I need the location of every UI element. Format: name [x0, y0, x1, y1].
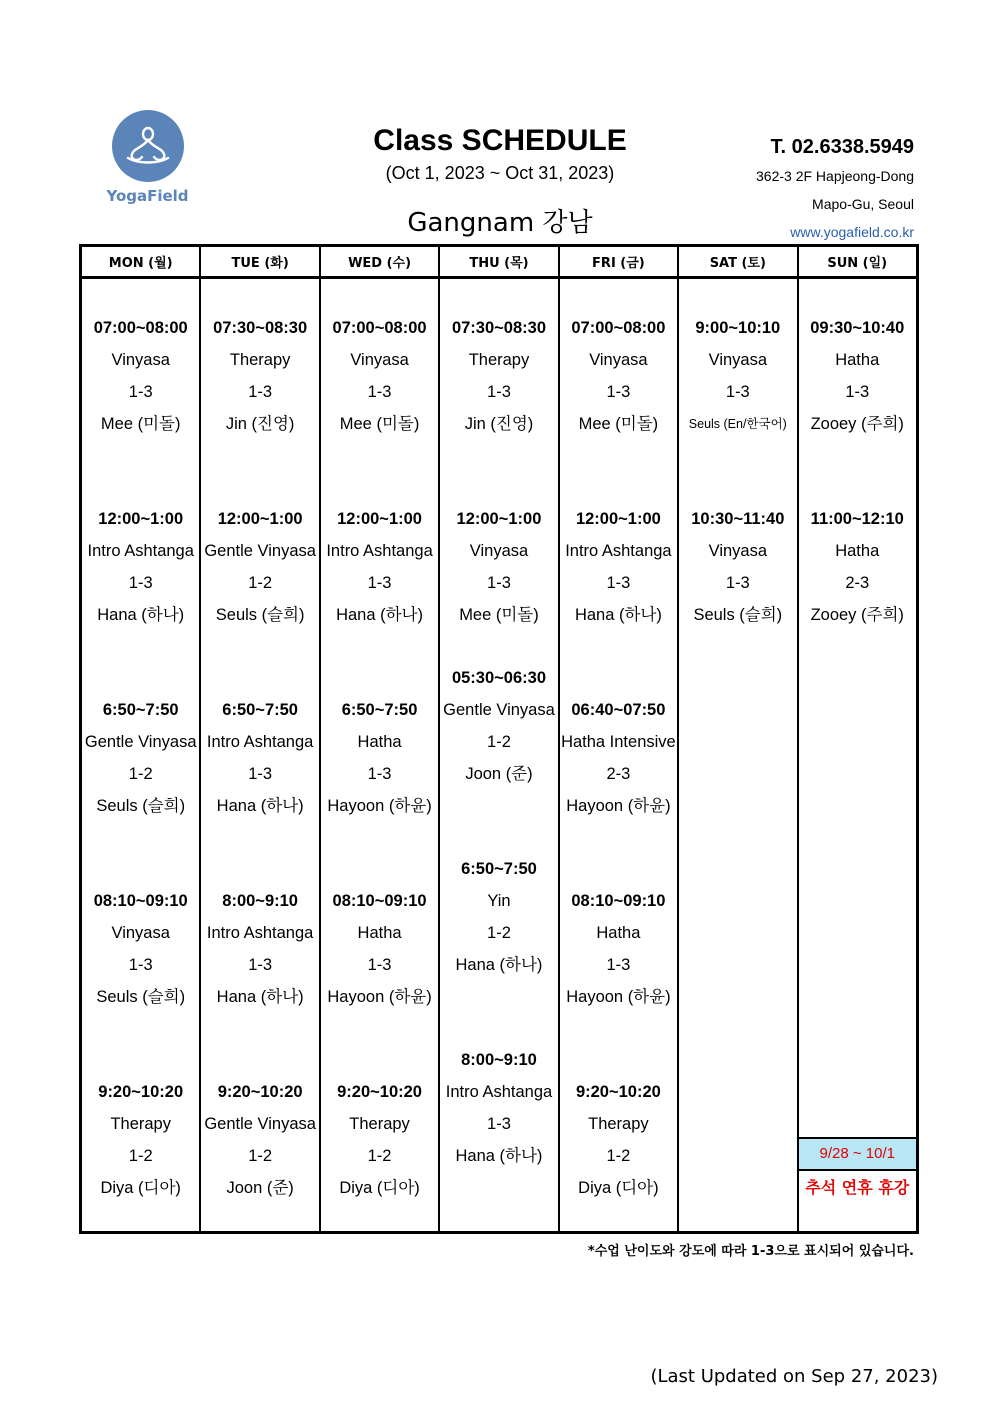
- class-name: Gentle Vinyasa: [204, 1115, 316, 1133]
- class-teacher: Seuls (슬희): [96, 988, 186, 1006]
- class-slot: [440, 853, 557, 981]
- class-slot: [201, 694, 318, 822]
- class-teacher: Seuls (슬희): [96, 797, 186, 815]
- class-name: Intro Ashtanga: [206, 733, 314, 751]
- class-level: 1-3: [367, 765, 392, 783]
- class-teacher: Mee (미돌): [578, 415, 659, 433]
- class-time: 08:10~09:10: [571, 892, 666, 910]
- class-name: Gentle Vinyasa: [204, 542, 316, 560]
- class-teacher: Hayoon (하윤): [566, 988, 671, 1006]
- class-name: Therapy: [349, 1115, 410, 1133]
- class-teacher: Diya (디아): [100, 1179, 181, 1197]
- class-time: 07:30~08:30: [451, 319, 546, 337]
- day-header: FRI (금): [560, 247, 677, 279]
- class-time: 09:30~10:40: [810, 319, 905, 337]
- class-name: Vinyasa: [708, 542, 768, 560]
- class-slot: [440, 503, 557, 631]
- class-time: 12:00~1:00: [456, 510, 542, 528]
- lotus-icon: [112, 110, 184, 182]
- class-time: 12:00~1:00: [575, 510, 661, 528]
- class-level: 1-3: [248, 956, 273, 974]
- class-slot: [82, 885, 199, 1013]
- class-teacher: Jin (진영): [225, 415, 295, 433]
- class-time: 6:50~7:50: [341, 701, 418, 719]
- class-level: 2-3: [606, 765, 631, 783]
- class-time: 9:20~10:20: [217, 1083, 303, 1101]
- class-slot: [82, 694, 199, 822]
- class-slot: [321, 503, 438, 631]
- class-name: Vinyasa: [708, 351, 768, 369]
- class-slot: [82, 1076, 199, 1204]
- class-name: Vinyasa: [111, 351, 170, 369]
- class-name: Hatha: [835, 542, 880, 560]
- class-slot: [440, 1044, 557, 1172]
- class-teacher: Hana (하나): [336, 606, 423, 624]
- class-time: 07:00~08:00: [332, 319, 427, 337]
- class-time: 07:00~08:00: [93, 319, 188, 337]
- class-name: Intro Ashtanga: [87, 542, 194, 560]
- class-teacher: Mee (미돌): [339, 415, 420, 433]
- phone-number: T. 02.6338.5949: [770, 136, 914, 158]
- class-name: Vinyasa: [350, 351, 409, 369]
- class-teacher: Hayoon (하윤): [327, 797, 432, 815]
- holiday-dates: 9/28 ~ 10/1: [799, 1137, 916, 1171]
- branch-name: Gangnam 강남: [407, 208, 593, 238]
- class-name: Vinyasa: [111, 924, 170, 942]
- logo-name: YogaField: [106, 187, 189, 205]
- class-teacher: Joon (준): [226, 1179, 294, 1197]
- class-level: 1-3: [367, 383, 392, 401]
- class-level: 1-2: [367, 1147, 392, 1165]
- day-header: TUE (화): [201, 247, 318, 279]
- class-slot: [82, 503, 199, 631]
- class-teacher: Mee (미돌): [459, 606, 539, 624]
- class-slot: [201, 885, 318, 1013]
- class-time: 6:50~7:50: [222, 701, 298, 719]
- schedule-table: [79, 244, 919, 1234]
- class-slot: [679, 503, 796, 631]
- class-slot: [560, 503, 677, 631]
- day-header: SAT (토): [679, 247, 796, 279]
- class-teacher: Hana (하나): [455, 1147, 543, 1165]
- class-name: Vinyasa: [589, 351, 648, 369]
- class-name: Intro Ashtanga: [565, 542, 672, 560]
- class-level: 1-3: [725, 383, 750, 401]
- class-name: Therapy: [229, 351, 291, 369]
- class-level: 1-3: [606, 956, 631, 974]
- class-level: 1-3: [487, 574, 511, 592]
- class-level: 1-3: [606, 383, 631, 401]
- class-teacher: Diya (디아): [339, 1179, 420, 1197]
- class-teacher: Mee (미돌): [100, 415, 181, 433]
- holiday-notice: [799, 1137, 916, 1205]
- level-footnote: *수업 난이도와 강도에 따라 1-3으로 표시되어 있습니다.: [587, 1244, 914, 1259]
- class-teacher: Hana (하나): [97, 606, 185, 624]
- class-teacher: Hayoon (하윤): [566, 797, 671, 815]
- class-level: 1-3: [725, 574, 750, 592]
- class-teacher: Diya (디아): [578, 1179, 659, 1197]
- class-time: 8:00~9:10: [222, 892, 298, 910]
- class-time: 9:00~10:10: [695, 319, 781, 337]
- class-level: 1-2: [128, 765, 153, 783]
- class-level: 1-3: [845, 383, 870, 401]
- class-time: 6:50~7:50: [461, 860, 537, 878]
- holiday-label: 추석 연휴 휴강: [805, 1178, 910, 1197]
- class-teacher: Seuls (En/한국어): [688, 417, 787, 431]
- class-slot: [679, 312, 796, 440]
- class-slot: [201, 312, 318, 440]
- class-teacher: Jin (진영): [464, 415, 534, 433]
- class-name: Therapy: [468, 351, 530, 369]
- class-name: Intro Ashtanga: [326, 542, 433, 560]
- class-time: 9:20~10:20: [575, 1083, 661, 1101]
- class-name: Gentle Vinyasa: [443, 701, 555, 719]
- class-slot: [440, 312, 557, 440]
- class-teacher: Joon (준): [465, 765, 533, 783]
- class-time: 12:00~1:00: [98, 510, 184, 528]
- class-time: 05:30~06:30: [451, 669, 546, 687]
- class-slot: [560, 694, 677, 822]
- class-level: 1-3: [248, 383, 273, 401]
- class-name: Vinyasa: [469, 542, 529, 560]
- class-time: 12:00~1:00: [217, 510, 303, 528]
- day-column: [321, 247, 440, 1231]
- page-title: Class SCHEDULE: [373, 124, 627, 157]
- class-name: Yin: [487, 892, 511, 910]
- class-teacher: Seuls (슬희): [215, 606, 305, 624]
- class-level: 1-2: [487, 733, 511, 751]
- class-teacher: Zooey (주희): [810, 606, 904, 624]
- class-level: 1-3: [487, 383, 511, 401]
- class-teacher: Hana (하나): [216, 797, 304, 815]
- class-slot: [321, 1076, 438, 1204]
- class-slot: [321, 312, 438, 440]
- class-slot: [201, 503, 318, 631]
- class-level: 1-3: [248, 765, 273, 783]
- class-slot: [799, 312, 916, 440]
- class-time: 06:40~07:50: [571, 701, 666, 719]
- day-header: THU (목): [440, 247, 557, 279]
- class-level: 1-3: [487, 1115, 511, 1133]
- class-name: Gentle Vinyasa: [84, 733, 197, 751]
- class-time: 8:00~9:10: [461, 1051, 537, 1069]
- yogafield-logo: [100, 110, 195, 205]
- class-level: 1-2: [128, 1147, 153, 1165]
- class-name: Intro Ashtanga: [206, 924, 314, 942]
- class-slot: [201, 1076, 318, 1204]
- class-teacher: Zooey (주희): [810, 415, 904, 433]
- class-level: 1-3: [606, 574, 631, 592]
- class-level: 1-2: [606, 1147, 631, 1165]
- class-name: Hatha Intensive: [561, 733, 676, 751]
- class-level: 1-2: [487, 924, 511, 942]
- day-column: [799, 247, 916, 1231]
- class-time: 12:00~1:00: [337, 510, 422, 528]
- class-name: Hatha: [596, 924, 641, 942]
- class-time: 07:30~08:30: [213, 319, 308, 337]
- address-line-1: 362-3 2F Hapjeong-Dong: [756, 168, 914, 184]
- class-time: 6:50~7:50: [102, 701, 179, 719]
- class-name: Hatha: [357, 924, 402, 942]
- class-time: 9:20~10:20: [337, 1083, 422, 1101]
- address-line-2: Mapo-Gu, Seoul: [812, 196, 914, 212]
- website-link[interactable]: www.yogafield.co.kr: [790, 224, 914, 240]
- class-time: 08:10~09:10: [93, 892, 188, 910]
- class-slot: [799, 503, 916, 631]
- class-slot: [560, 1076, 677, 1204]
- class-level: 1-2: [248, 574, 273, 592]
- class-level: 1-3: [128, 383, 153, 401]
- class-time: 10:30~11:40: [691, 510, 785, 528]
- day-column: [201, 247, 320, 1231]
- day-column: [82, 247, 201, 1231]
- class-level: 1-3: [367, 574, 392, 592]
- class-level: 2-3: [845, 574, 870, 592]
- class-teacher: Hayoon (하윤): [327, 988, 432, 1006]
- day-header: SUN (일): [799, 247, 916, 279]
- day-header: WED (수): [321, 247, 438, 279]
- class-time: 9:20~10:20: [98, 1083, 184, 1101]
- class-level: 1-2: [248, 1147, 273, 1165]
- class-level: 1-3: [367, 956, 392, 974]
- class-slot: [321, 885, 438, 1013]
- schedule-period: (Oct 1, 2023 ~ Oct 31, 2023): [385, 163, 615, 183]
- class-slot: [440, 662, 557, 790]
- class-slot: [82, 312, 199, 440]
- class-time: 08:10~09:10: [332, 892, 427, 910]
- class-time: 11:00~12:10: [810, 510, 904, 528]
- day-column: [679, 247, 798, 1231]
- day-column: [560, 247, 679, 1231]
- last-updated: (Last Updated on Sep 27, 2023): [650, 1366, 938, 1387]
- class-name: Intro Ashtanga: [445, 1083, 553, 1101]
- class-name: Hatha: [835, 351, 880, 369]
- class-level: 1-3: [128, 574, 153, 592]
- class-name: Therapy: [588, 1115, 649, 1133]
- day-column: [440, 247, 559, 1231]
- class-slot: [560, 312, 677, 440]
- class-teacher: Hana (하나): [574, 606, 662, 624]
- class-name: Hatha: [357, 733, 402, 751]
- class-teacher: Seuls (슬희): [693, 606, 783, 624]
- class-time: 07:00~08:00: [571, 319, 666, 337]
- class-name: Therapy: [110, 1115, 171, 1133]
- class-level: 1-3: [128, 956, 153, 974]
- class-slot: [321, 694, 438, 822]
- class-teacher: Hana (하나): [455, 956, 543, 974]
- class-slot: [560, 885, 677, 1013]
- class-teacher: Hana (하나): [216, 988, 304, 1006]
- day-header: MON (월): [82, 247, 199, 279]
